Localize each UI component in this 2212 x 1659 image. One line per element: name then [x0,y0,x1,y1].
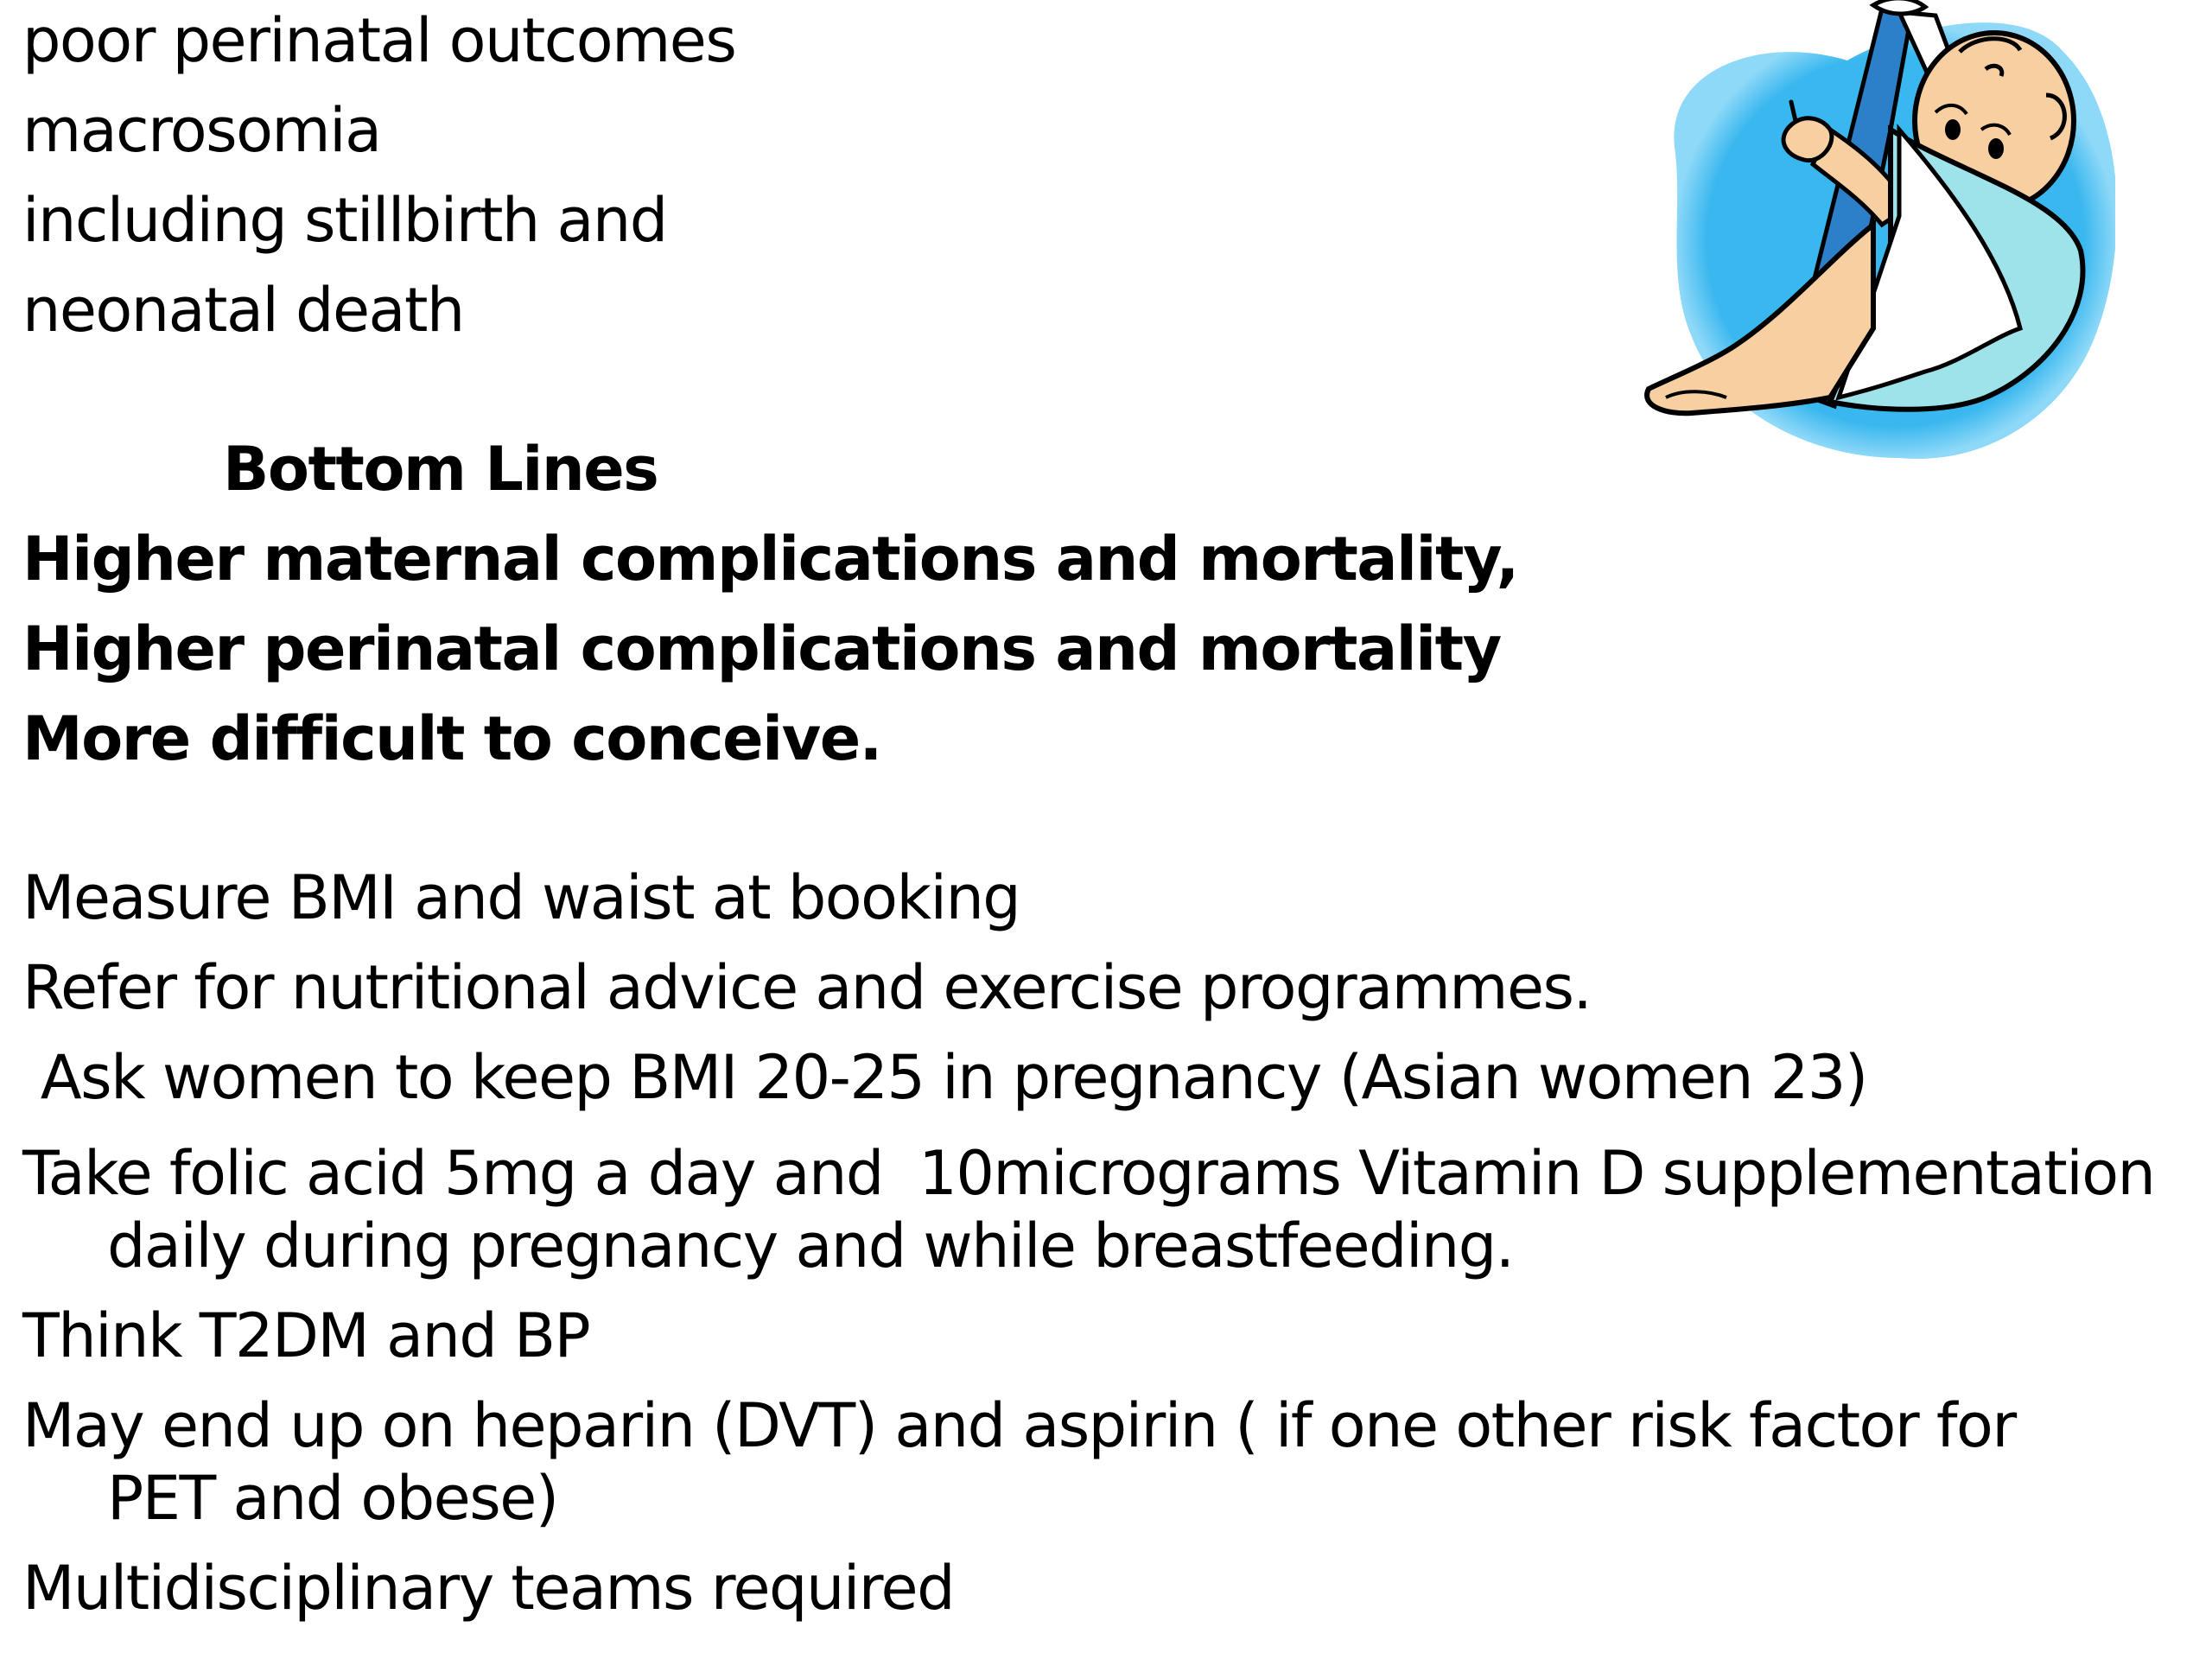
action-item-continuation: PET and obese) [107,1463,558,1534]
action-item: May end up on heparin (DVT) and aspirin ( if one other risk factor for [22,1390,2016,1461]
action-item: Refer for nutritional advice and exercise programmes. [22,952,1592,1023]
bottom-line-item: More difficult to conceive. [22,703,881,774]
outcome-line: neonatal death [22,275,464,346]
action-item: Multidisciplinary teams required [22,1553,955,1624]
action-item: Measure BMI and waist at booking [22,862,1020,933]
bottom-line-item: Higher perinatal complications and mortality [22,613,1501,684]
action-item-continuation: daily during pregnancy and while breastfeeding. [107,1211,1514,1281]
baby-in-sling-icon [1614,0,2115,467]
outcome-line: including stillbirth and [22,185,667,256]
outcome-line: macrosomia [22,95,381,166]
action-item: Think T2DM and BP [22,1300,590,1371]
outcome-line: poor perinatal outcomes [22,5,736,76]
bottom-lines-heading: Bottom Lines [223,434,658,505]
bottom-line-item: Higher maternal complications and mortality, [22,524,1518,594]
action-item: Ask women to keep BMI 20-25 in pregnancy (Asian women 23) [22,1042,1867,1113]
action-item: Take folic acid 5mg a day and 10micrograms Vitamin D supplementation [22,1138,2155,1209]
